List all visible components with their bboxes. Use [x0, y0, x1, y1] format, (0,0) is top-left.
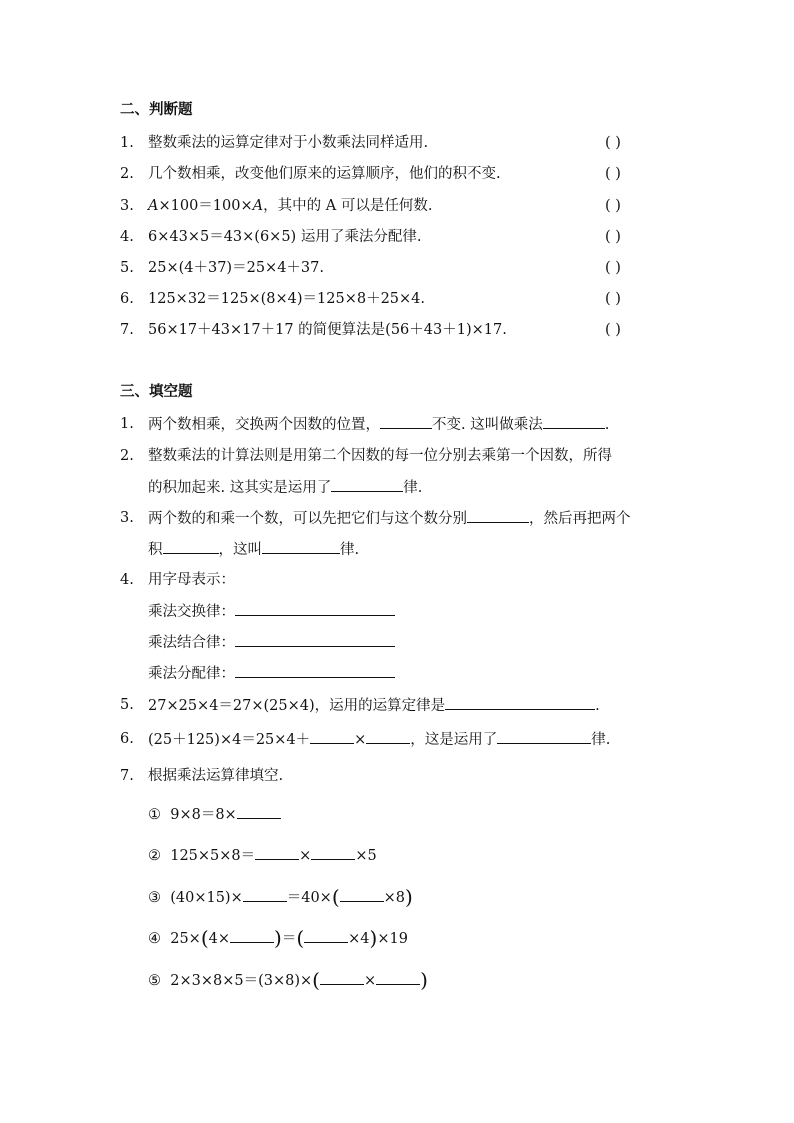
item-number: 4.: [120, 229, 134, 245]
item-text: 6×43×5＝43×(6×5) 运用了乘法分配律.: [148, 229, 422, 245]
answer-blank[interactable]: [255, 845, 299, 860]
sub-item-5: ⑤ 2×3×8×5＝(3×8)×( × ): [148, 968, 428, 992]
answer-paren[interactable]: ( ): [605, 260, 621, 276]
item-number: 6.: [120, 291, 134, 307]
answer-blank[interactable]: [163, 539, 219, 554]
item-text-line2: 的积加起来. 这其实是运用了 律.: [148, 477, 422, 498]
law-line-commutative: 乘法交换律：: [148, 601, 395, 622]
answer-blank[interactable]: [340, 887, 384, 902]
answer-blank[interactable]: [262, 539, 340, 554]
answer-blank[interactable]: [543, 414, 605, 429]
item-number: 5.: [120, 260, 134, 276]
item-number: 4.: [120, 572, 134, 588]
item-text: 整数乘法的计算法则是用第二个因数的每一位分别去乘第一个因数，所得: [148, 448, 612, 464]
answer-blank[interactable]: [366, 729, 410, 744]
answer-blank[interactable]: [310, 729, 354, 744]
item-number: 1.: [120, 416, 134, 432]
answer-blank[interactable]: [235, 663, 395, 678]
item-text-line2: 积 ，这叫 律.: [148, 539, 359, 560]
answer-blank[interactable]: [320, 970, 364, 985]
answer-blank[interactable]: [497, 729, 591, 744]
answer-blank[interactable]: [304, 928, 348, 943]
section-heading-judge: 二、判断题: [120, 102, 193, 118]
item-text: 56×17＋43×17＋17 的简便算法是(56＋43＋1)×17.: [148, 322, 507, 338]
sub-item-3: ③ (40×15)× ＝40×( ×8): [148, 885, 413, 909]
answer-paren[interactable]: ( ): [605, 198, 621, 214]
item-number: 2.: [120, 448, 134, 464]
item-number: 1.: [120, 135, 134, 151]
answer-blank[interactable]: [237, 804, 281, 819]
item-number: 6.: [120, 731, 134, 747]
answer-paren[interactable]: ( ): [605, 229, 621, 245]
item-text: 25×(4＋37)＝25×4＋37.: [148, 260, 324, 276]
answer-blank[interactable]: [311, 845, 355, 860]
item-text: (25＋125)×4＝25×4＋ × ，这是运用了 律.: [148, 729, 610, 750]
law-line-distributive: 乘法分配律：: [148, 663, 395, 684]
answer-blank[interactable]: [467, 508, 529, 523]
item-text: 几个数相乘，改变他们原来的运算顺序，他们的积不变.: [148, 166, 501, 182]
sub-item-1: ① 9×8＝8×: [148, 804, 281, 825]
law-line-associative: 乘法结合律：: [148, 632, 395, 653]
answer-paren[interactable]: ( ): [605, 135, 621, 151]
item-text: 125×32＝125×(8×4)＝125×8＋25×4.: [148, 291, 426, 307]
section-heading-fill: 三、填空题: [120, 384, 193, 400]
answer-blank[interactable]: [380, 414, 432, 429]
sub-item-2: ② 125×5×8＝ × ×5: [148, 845, 377, 866]
answer-blank[interactable]: [376, 970, 420, 985]
answer-paren[interactable]: ( ): [605, 291, 621, 307]
answer-blank[interactable]: [230, 928, 274, 943]
item-number: 5.: [120, 697, 134, 713]
answer-paren[interactable]: ( ): [605, 322, 621, 338]
sub-item-4: ④ 25×(4× )＝( ×4)×19: [148, 926, 408, 950]
item-text: 两个数的和乘一个数，可以先把它们与这个数分别 ，然后再把两个: [148, 508, 631, 529]
item-text: 27×25×4＝27×(25×4)，运用的运算定律是 .: [148, 695, 600, 716]
item-text: 整数乘法的运算定律对于小数乘法同样适用.: [148, 135, 429, 151]
answer-paren[interactable]: ( ): [605, 166, 621, 182]
answer-blank[interactable]: [235, 601, 395, 616]
answer-blank[interactable]: [445, 695, 595, 710]
item-text: 用字母表示：: [148, 572, 235, 588]
answer-blank[interactable]: [243, 887, 287, 902]
item-text: A×100＝100×A，其中的 A 可以是任何数.: [148, 198, 433, 214]
item-number: 3.: [120, 198, 134, 214]
item-number: 7.: [120, 322, 134, 338]
item-text: 根据乘法运算律填空.: [148, 768, 284, 784]
item-number: 3.: [120, 510, 134, 526]
item-text: 两个数相乘，交换两个因数的位置， 不变. 这叫做乘法 .: [148, 414, 609, 435]
item-number: 7.: [120, 768, 134, 784]
answer-blank[interactable]: [331, 477, 403, 492]
answer-blank[interactable]: [235, 632, 395, 647]
item-number: 2.: [120, 166, 134, 182]
